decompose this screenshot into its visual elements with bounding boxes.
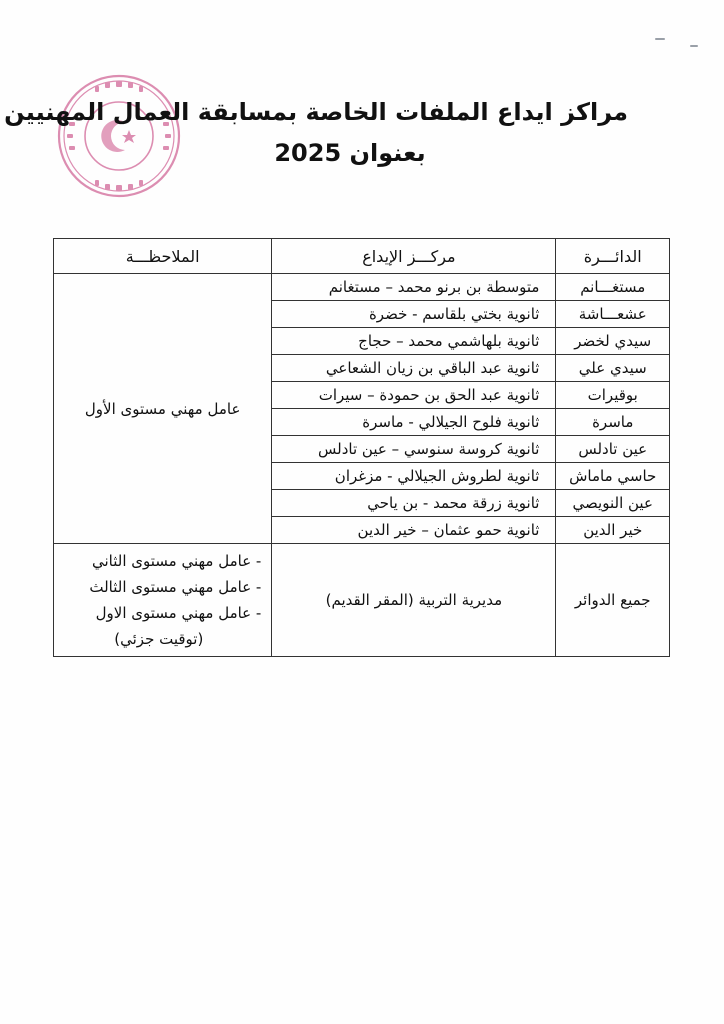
page-subtitle-year: بعنوان 2025 xyxy=(274,139,426,167)
note-line: - عامل مهني مستوى الثاني xyxy=(92,552,262,570)
daira-cell: ماسرة xyxy=(556,409,670,436)
center-cell: ثانوية فلوح الجيلالي - ماسرة xyxy=(272,409,556,436)
header-daira: الدائـــرة xyxy=(556,239,670,274)
daira-cell: عين تادلس xyxy=(556,436,670,463)
center-cell: ثانوية عبد الحق بن حمودة – سيرات xyxy=(272,382,556,409)
center-cell: ثانوية لطروش الجيلالي - مزغران xyxy=(272,463,556,490)
table-header-row xyxy=(54,239,670,274)
daira-cell: حاسي ماماش xyxy=(556,463,670,490)
official-stamp xyxy=(55,72,183,200)
daira-cell: عين النويصي xyxy=(556,490,670,517)
note-line: - عامل مهني مستوى الثالث xyxy=(89,578,262,596)
center-cell: ثانوية حمو عثمان – خير الدين xyxy=(272,517,556,544)
note-line: - عامل مهني مستوى الاول xyxy=(95,604,262,622)
daira-cell: خير الدين xyxy=(556,517,670,544)
daira-cell: جميع الدوائر xyxy=(556,544,670,657)
center-cell: ثانوية كروسة سنوسي – عين تادلس xyxy=(272,436,556,463)
header-center: مركـــز الإيداع xyxy=(272,239,556,274)
center-cell: ثانوية زرقة محمد - بن ياحي xyxy=(272,490,556,517)
center-cell: ثانوية بختي بلقاسم - خضرة xyxy=(272,301,556,328)
center-cell: ثانوية عبد الباقي بن زيان الشعاعي xyxy=(272,355,556,382)
center-cell: مديرية التربية (المقر القديم) xyxy=(272,544,556,657)
daira-cell: عشعـــاشة xyxy=(556,301,670,328)
table-row-all-dairas xyxy=(54,544,670,657)
daira-cell: مستغـــانم xyxy=(556,274,670,301)
scan-speck xyxy=(655,38,665,40)
daira-cell: سيدي لخضر xyxy=(556,328,670,355)
header-note: الملاحظـــة xyxy=(54,239,272,274)
center-cell: متوسطة بن برنو محمد – مستغانم xyxy=(272,274,556,301)
center-cell: ثانوية بلهاشمي محمد – حجاج xyxy=(272,328,556,355)
page-title: مراكز ايداع الملفات الخاصة بمسابقة العمال المهنيين xyxy=(4,98,628,126)
table-row xyxy=(54,274,670,301)
group-note-cell: عامل مهني مستوى الأول xyxy=(54,274,272,544)
daira-cell: بوقيرات xyxy=(556,382,670,409)
daira-cell: سيدي علي xyxy=(556,355,670,382)
note-line: (توقيت جزئي) xyxy=(114,630,204,648)
scan-speck xyxy=(690,45,698,47)
notes-list-cell xyxy=(54,544,272,657)
deposit-centers-table xyxy=(53,238,670,657)
